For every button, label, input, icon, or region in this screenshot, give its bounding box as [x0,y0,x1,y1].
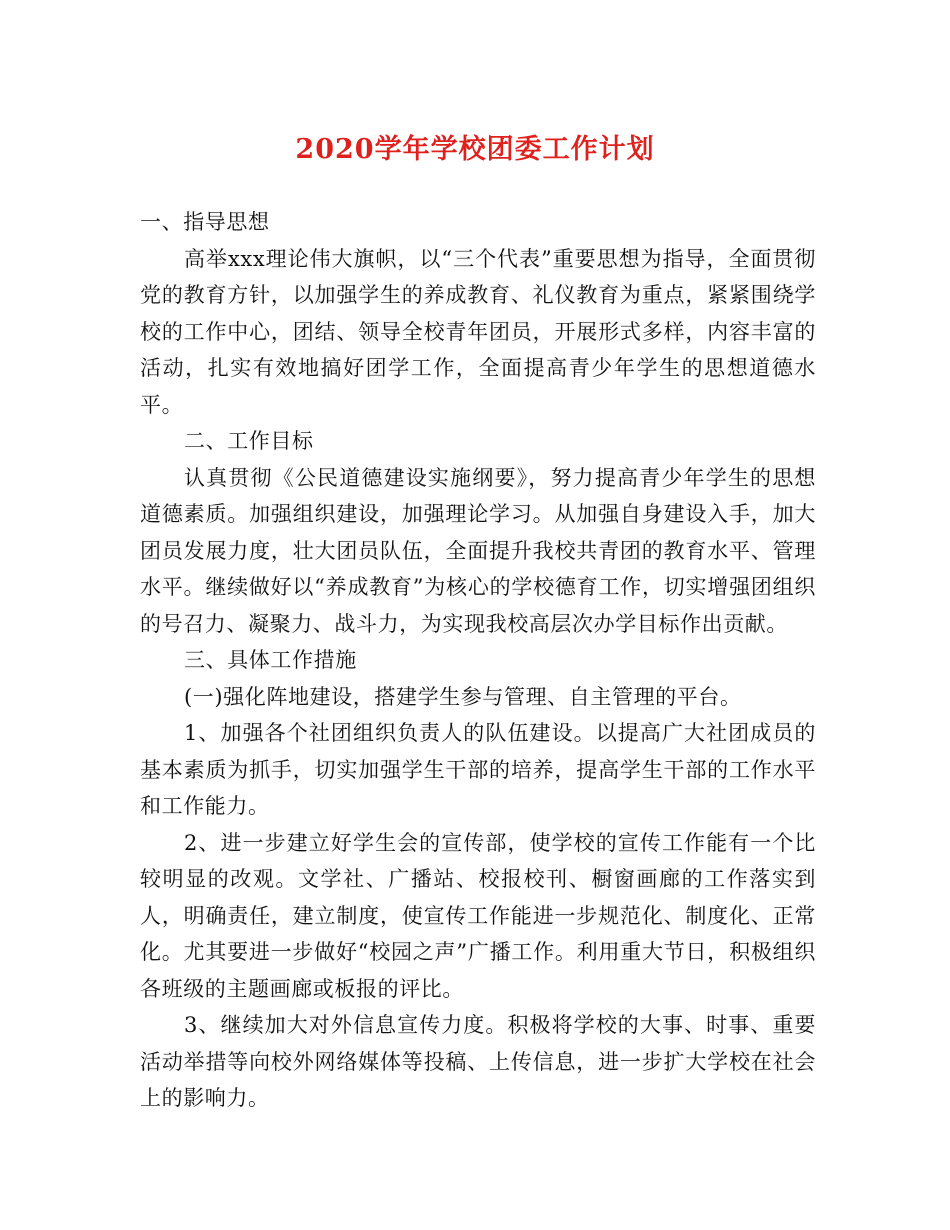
document-body [140,204,816,1117]
paragraph-measure-1: 1、加强各个社团组织负责人的队伍建设。以提高广大社团成员的基本素质为抓手，切实加强学生干部的培养，提高学生干部的工作水平和工作能力。 [140,721,816,818]
subsection-heading-position-building: (一)强化阵地建设，搭建学生参与管理、自主管理的平台。 [184,684,742,709]
section-heading-specific-measures: 三、具体工作措施 [184,648,357,672]
document-title: 2020学年学校团委工作计划 [295,134,655,165]
section-heading-guiding-ideology: 一、指导思想 [140,210,270,234]
paragraph-guiding-ideology: 高举xxx理论伟大旗帜，以“三个代表”重要思想为指导，全面贯彻党的教育方针，以加强学生的养成教育、礼仪教育为重点，紧紧围绕学校的工作中心，团结、领导全校青年团员，开展形式多样，内容丰富的活动，扎实有效地搞好团学工作，全面提高青少年学生的思想道德水平。 [140,246,816,417]
paragraph-measure-3: 3、继续加大对外信息宣传力度。积极将学校的大事、时事、重要活动举措等向校外网络媒体等投稿、上传信息，进一步扩大学校在社会上的影响力。 [140,1013,816,1110]
section-heading-work-goals: 二、工作目标 [184,429,314,453]
paragraph-work-goals: 认真贯彻《公民道德建设实施纲要》，努力提高青少年学生的思想道德素质。加强组织建设，加强理论学习。从加强自身建设入手，加大团员发展力度，壮大团员队伍，全面提升我校共青团的教育水平、管理水平。继续做好以“养成教育”为核心的学校德育工作，切实增强团组织的号召力、凝聚力、战斗力，为实现我校高层次办学目标作出贡献。 [140,465,816,636]
paragraph-measure-2: 2、进一步建立好学生会的宣传部，使学校的宣传工作能有一个比较明显的改观。文学社、广播站、校报校刊、橱窗画廊的工作落实到人，明确责任，建立制度，使宣传工作能进一步规范化、制度化、正常化。尤其要进一步做好“校园之声”广播工作。利用重大节日，积极组织各班级的主题画廊或板报的评比。 [140,830,816,1001]
